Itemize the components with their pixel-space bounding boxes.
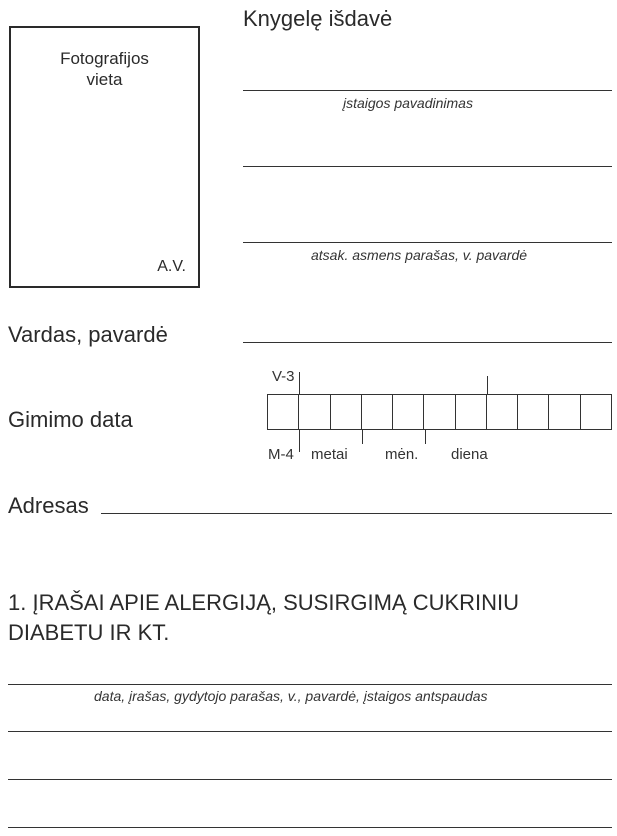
birth-date-cell[interactable]: [581, 395, 611, 429]
birth-date-cell[interactable]: [424, 395, 455, 429]
month-label: mėn.: [385, 446, 419, 463]
birth-date-cell[interactable]: [268, 395, 299, 429]
birth-date-cell[interactable]: [331, 395, 362, 429]
grid-tick-bottom-day: [425, 430, 426, 444]
birth-label: Gimimo data: [8, 407, 133, 432]
grid-tick-bottom-month: [362, 430, 363, 444]
issued-title: Knygelę išdavė: [243, 6, 393, 31]
record-caption: data, įrašas, gydytojo parašas, v., pavardė, įstaigos antspaudas: [94, 688, 488, 704]
institution-line-2[interactable]: [243, 166, 612, 167]
address-line[interactable]: [101, 513, 612, 514]
record-line-1[interactable]: [8, 684, 612, 685]
year-label: metai: [311, 446, 348, 463]
grid-tick-top-day: [487, 376, 488, 394]
address-label: Adresas: [8, 493, 89, 518]
birth-date-cell[interactable]: [518, 395, 549, 429]
photo-placeholder: [9, 26, 200, 288]
birth-date-cell[interactable]: [487, 395, 518, 429]
institution-line[interactable]: [243, 90, 612, 91]
name-line[interactable]: [243, 342, 612, 343]
birth-date-cell[interactable]: [299, 395, 330, 429]
signature-caption: atsak. asmens parašas, v. pavardė: [311, 247, 528, 263]
photo-label: [11, 48, 198, 90]
birth-date-cell[interactable]: [456, 395, 487, 429]
photo-label-line1: Fotografijos: [60, 49, 149, 68]
day-label: diena: [451, 446, 488, 463]
name-label: Vardas, pavardė: [8, 322, 168, 347]
marker-m4: M-4: [268, 446, 294, 463]
birth-date-grid[interactable]: [267, 394, 612, 430]
stamp-label: A.V.: [157, 258, 186, 275]
record-line-4[interactable]: [8, 827, 612, 828]
marker-v3: V-3: [272, 368, 295, 385]
record-line-3[interactable]: [8, 779, 612, 780]
section-title: 1. ĮRAŠAI APIE ALERGIJĄ, SUSIRGIMĄ CUKRINIU DIABETU IR KT.: [8, 590, 520, 645]
record-line-2[interactable]: [8, 731, 612, 732]
grid-tick-bottom-m4: [299, 430, 300, 452]
grid-tick-top-v3: [299, 372, 300, 394]
photo-label-line2: vieta: [86, 70, 123, 89]
signature-line[interactable]: [243, 242, 612, 243]
birth-date-cell[interactable]: [362, 395, 393, 429]
birth-date-cell[interactable]: [549, 395, 580, 429]
birth-date-cell[interactable]: [393, 395, 424, 429]
institution-caption: įstaigos pavadinimas: [343, 95, 473, 111]
